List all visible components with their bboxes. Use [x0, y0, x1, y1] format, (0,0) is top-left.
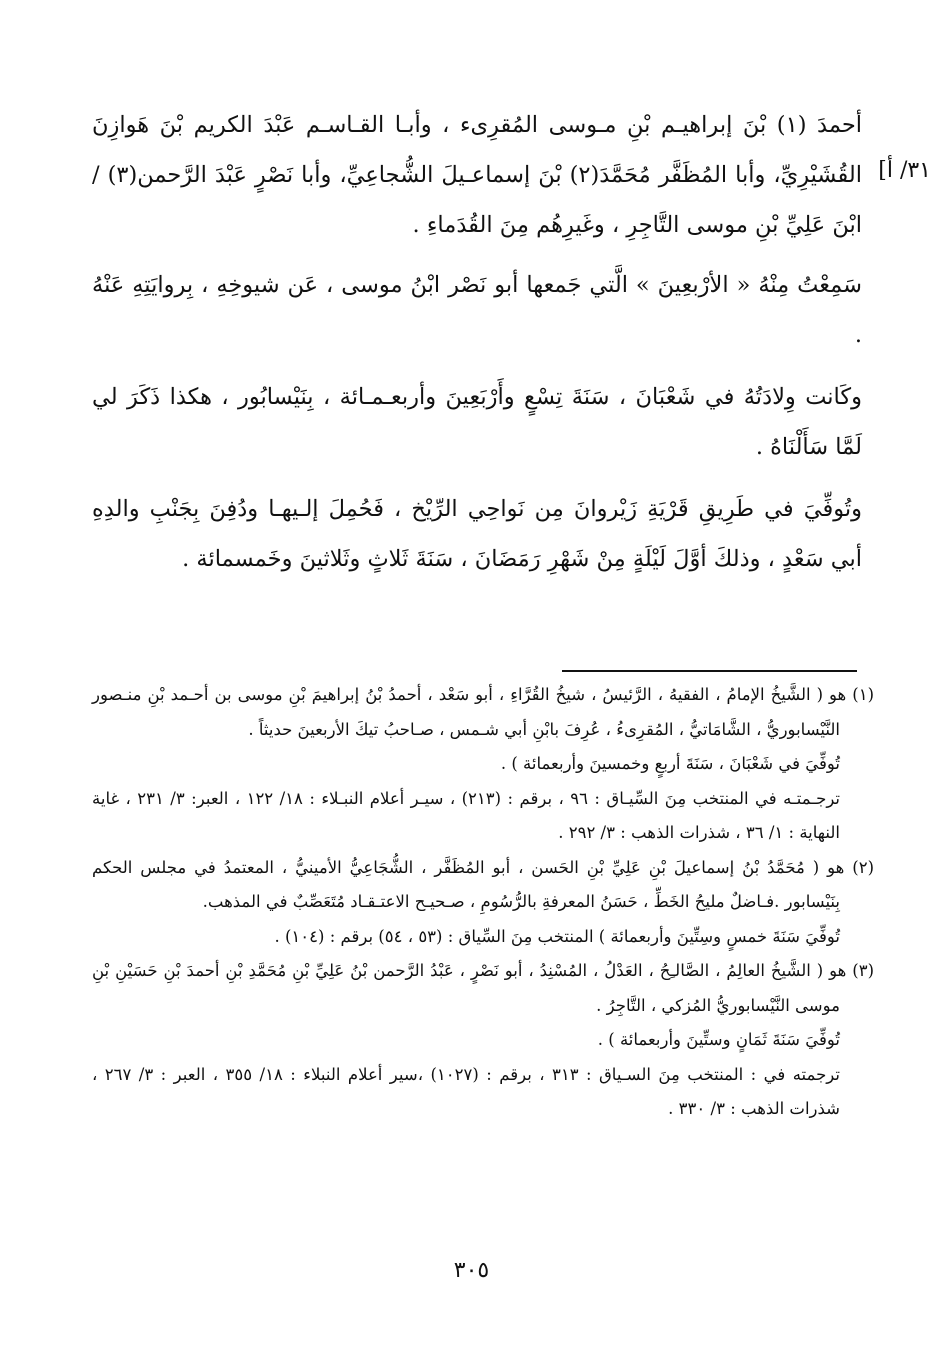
main-paragraph: وتُوفِّيَ في طَرِيقِ قَرْيَةِ زَيْروانَ مِن نَواحِي الرِّيْخ ، فَحُمِلَ إلـيهـا ودُفِنَ بِجَنْبِ والدِهِ أبي سَعْدٍ ، وذلكَ أوَّلَ لَيْلَةٍ مِنْ شَهْرِ رَمَضَانَ ، سَنَةَ ثَلاثٍ وثَلاثينَ وخَمسمائة .	[92, 496, 862, 572]
main-text-body	[92, 100, 862, 596]
footnotes-section	[92, 678, 874, 1127]
main-paragraph: سَمِعْتُ مِنْهُ « الأرْبعِينَ » الَّتي جَمعها أبو نَصْر ابْنُ موسى ، عَن شيوخِهِ ، بِروايَتِهِ عَنْهُ .	[92, 272, 862, 348]
footnote-3-line: تُوفِّيَ سَنَةَ ثَمَانٍ وستِّينَ وأربعمائة ) .	[597, 1030, 840, 1049]
footnote-2-line: تُوفِّيَ سَنَةَ خمسٍ وسِتِّينَ وأربعمائة ) المنتخب مِنَ السِّياق : (٥٣ ، ٥٤) برقم : (١٠٤) .	[274, 926, 840, 946]
main-paragraph: وكَانت وِلادَتُهُ في شَعْبَانَ ، سَنَةَ تِسْعٍ وأَرْبَعِينَ وأربعـمـائة ، بِنَيْسابُور ، هكذا ذَكَرَ لي لَمَّا سَأَلْنَاهُ .	[92, 384, 862, 460]
footnote-3: (٣) هو ( الشَّيخُ العالِمُ ، الصَّالـِحُ ، العَدْلُ ، المُسْنِدُ ، أبو نَصْرٍ ، عَبْدُ الرَّحمن بْنُ عَلِيِّ بْنِ مُحَمَّدِ بْنِ أحمدَ بْنِ حَسَيْنِ بْنِ موسى النَّيْسابوريُّ المُزكي ، التَّاجِرُ .	[92, 961, 874, 1015]
footnote-1-line: تُوفِّيَ في شَعْبَانَ ، سَنَةَ أربعٍ وخمسينَ وأربعمائة ) .	[500, 754, 840, 773]
footnote-1: (١) هو ( الشَّيخُ الإمامُ ، الفقيهُ ، الرَّئيسُ ، شيخُ القُرَّاءِ ، أبو سَعْد ، أحمدُ بْنُ إبراهيمَ بْنِ موسى بن أحـمد بْنِ منـصور النَّيْسابوريُّ ، الشَّامَاتيُّ ، المُقرِىءُ ، عُرِفَ بابْنِ أبي شـمس ، صـاحبُ تيكَ الأربعينَ حديثاً .	[92, 685, 874, 739]
manuscript-folio-reference: ٣١/ أ]	[878, 158, 931, 183]
footnote-3-line: ترجمته في : المنتخب مِنَ السـياق : ٣١٣ ، برقم : (١٠٢٧) ،سير أعلام النبلاء : ١٨/ ٣٥٥ ، العبر : ٣/ ٢٦٧ ، شذرات الذهب : ٣/ ٣٣٠ .	[92, 1064, 840, 1118]
footnote-separator	[562, 670, 857, 672]
main-paragraph: أحمدَ (١) بْنَ إبراهيـم بْنِ مـوسى المُقرِىء ، وأبـا القـاسـم عَبْدَ الكريم بْنَ هَوازِنَ القُشَيْرِيِّ، وأبا المُظَفَّر مُحَمَّدَ(٢) بْنَ إسماعـيلَ الشُّجاعِيِّ، وأبا نَصْرٍ عَبْدَ الرَّحمن(٣) / ابْنَ عَلِيِّ بْنِ موسى التَّاجِرِ ، وغَيرِهُم مِنَ القُدَماءِ .	[92, 112, 862, 238]
footnote-2: (٢) هو ( مُحَمَّدُ بْنُ إسماعيلَ بْنِ عَلِيِّ بْنِ الحَسن ، أبو المُظَفَّر ، الشُّجَاعِيُّ الأمينيُّ ، المعتمدُ في مجلس الحكم بِنَيْسابور .فـاضلٌ مليحُ الخَطِّ ، حَسَنُ المعرفةِ بالرُّسُومِ ، صـحيـح الاعتـقـاد مُتَعَصِّبٌ في المذهب.	[92, 857, 874, 911]
footnote-1-line: ترجـمتـه في المنتخب مِنَ السِّيـاق : ٩٦ ، برقم : (٢١٣) ، سيـر أعلام النبـلاء : ١٨/ ١٢٢ ، العبر: ٣/ ٢٣١ ، غاية النهاية : ١/ ٣٦ ، شذرات الذهب : ٣/ ٢٩٢ .	[92, 788, 841, 842]
page-number: ٣٠٥	[453, 1258, 490, 1283]
